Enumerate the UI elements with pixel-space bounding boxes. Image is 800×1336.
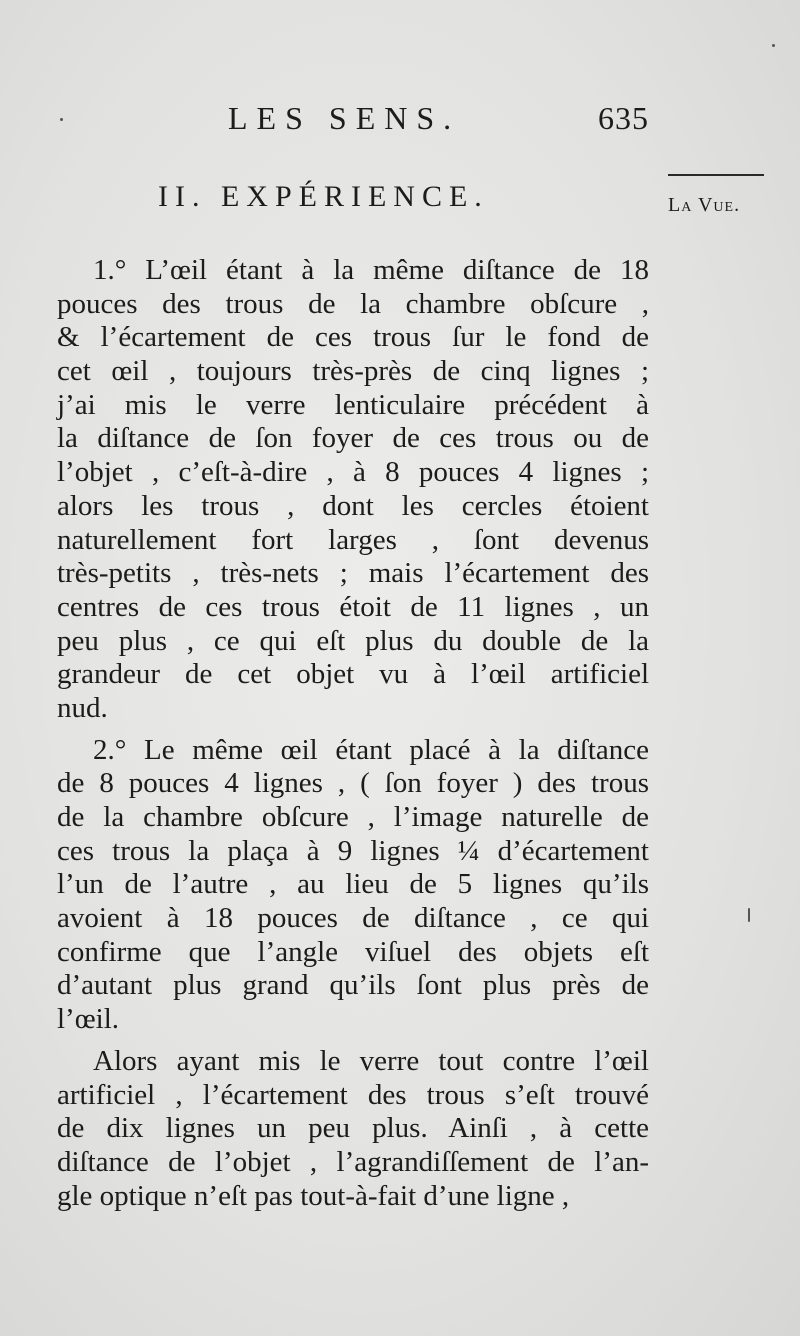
text-line: peu plus , ce qui eſt plus du double de la [57, 624, 649, 657]
text-line: de dix lignes un peu plus. Ainſi , à cette [57, 1112, 649, 1145]
paragraph-gap [57, 1037, 649, 1045]
text-line: gle optique n’eſt pas tout-à-fait d’une ligne , [57, 1179, 570, 1212]
running-head: LES SENS. [228, 100, 461, 136]
text-line: nud. [57, 691, 108, 724]
text-line: diſtance de l’objet , l’agrandiſſement de l’an- [57, 1145, 649, 1178]
text-line: avoient à 18 pouces de diſtance , ce qui [57, 902, 649, 935]
paragraph [57, 254, 649, 726]
body-text [57, 254, 649, 1213]
text-line: très-petits , très-nets ; mais l’écartement des [57, 557, 649, 590]
text-line: alors les trous , dont les cercles étoient [57, 489, 649, 522]
text-line: ces trous la plaça à 9 lignes ¼ d’écartement [57, 834, 649, 867]
text-line: de la chambre obſcure , l’image naturelle de [57, 801, 649, 833]
text-line: 1.° L’œil étant à la même diſtance de 18 [93, 254, 649, 286]
text-line: grandeur de cet objet vu à l’œil artificiel [57, 658, 649, 691]
paragraph [57, 734, 649, 1037]
text-line: artificiel , l’écartement des trous s’eſt trouvé [57, 1078, 649, 1111]
text-line: 2.° Le même œil étant placé à la diſtance [93, 733, 649, 766]
text-line: Alors ayant mis le verre tout contre l’œil [93, 1044, 649, 1077]
text-line: confirme que l’angle viſuel des objets eſt [57, 935, 649, 968]
text-line: l’objet , c’eſt-à-dire , à 8 pouces 4 lignes ; [57, 456, 649, 489]
text-line: j’ai mis le verre lenticulaire précédent à [57, 388, 649, 421]
paragraph [57, 1045, 649, 1213]
section-title: II. EXPÉRIENCE. [158, 180, 489, 213]
paper-speck [60, 118, 63, 121]
paper-speck [748, 908, 750, 922]
text-line: l’un de l’autre , au lieu de 5 lignes qu’ils [57, 868, 649, 901]
paragraph-gap [57, 726, 649, 734]
margin-rule [668, 174, 764, 176]
margin-note: La Vue. [668, 194, 741, 216]
text-line: la diſtance de ſon foyer de ces trous ou de [57, 422, 649, 455]
text-line: cet œil , toujours très-près de cinq lignes ; [57, 355, 649, 388]
paper-speck [772, 44, 775, 47]
text-line: de 8 pouces 4 lignes , ( ſon foyer ) des trous [57, 767, 649, 800]
page-number: 635 [598, 100, 649, 136]
text-line: & l’écartement de ces trous ſur le fond de [57, 321, 649, 354]
text-line: pouces des trous de la chambre obſcure , [57, 287, 649, 320]
text-line: naturellement fort larges , ſont devenus [57, 523, 649, 556]
text-line: centres de ces trous étoit de 11 lignes , un [57, 590, 649, 623]
text-line: d’autant plus grand qu’ils ſont plus près de [57, 969, 649, 1002]
text-line: l’œil. [57, 1003, 120, 1036]
